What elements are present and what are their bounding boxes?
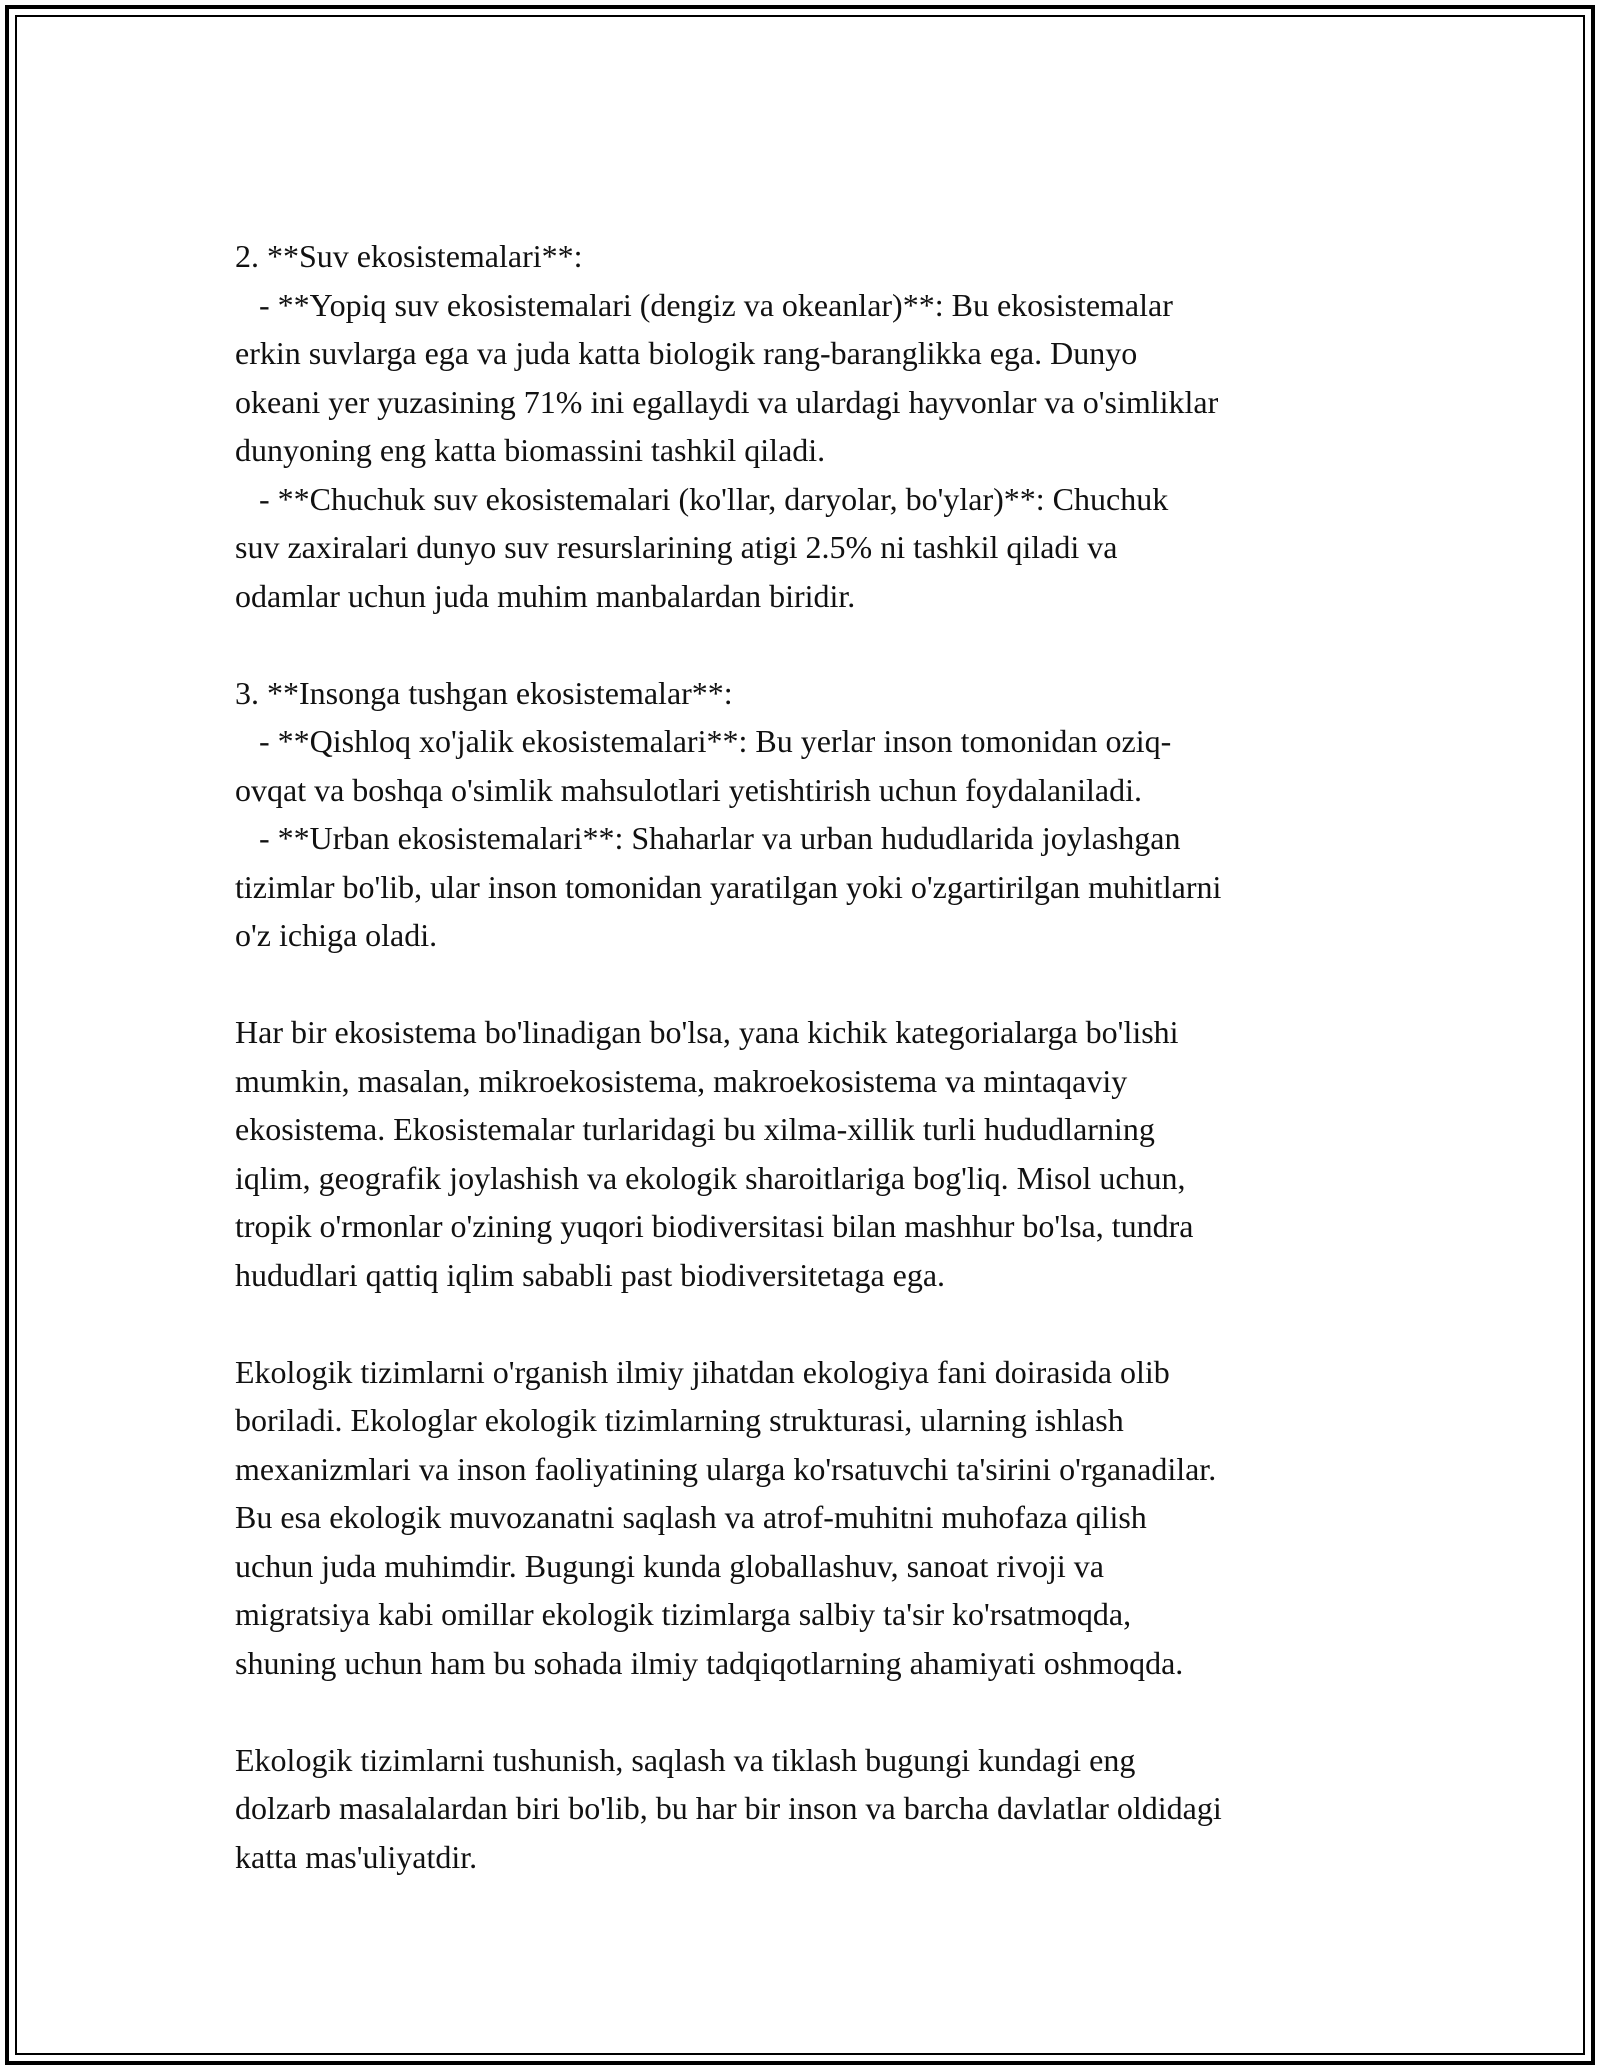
text-line: - **Urban ekosistemalari**: Shaharlar va urban hududlarida joylashgan <box>235 820 1181 856</box>
text-line: - **Chuchuk suv ekosistemalari (ko'llar, daryolar, bo'ylar)**: Chuchuk <box>235 480 1169 517</box>
text-line: Ekologik tizimlarni o'rganish ilmiy jihatdan ekologiya fani doirasida olib <box>235 1353 1170 1390</box>
text-line: erkin suvlarga ega va juda katta biologik rang-baranglikka ega. Dunyo <box>235 335 1138 371</box>
text-line: - **Qishloq xo'jalik ekosistemalari**: Bu yerlar inson tomonidan oziq- <box>235 723 1172 759</box>
text-line: shuning uchun ham bu sohada ilmiy tadqiqotlarning ahamiyati oshmoqda. <box>235 1644 1184 1681</box>
paragraph-gap <box>235 960 1375 1009</box>
text-line: Har bir ekosistema bo'linadigan bo'lsa, yana kichik kategorialarga bo'lishi <box>235 1014 1179 1050</box>
text-line: 3. **Insonga tushgan ekosistemalar**: <box>235 674 733 711</box>
text-line: suv zaxiralari dunyo suv resurslarining atigi 2.5% ni tashkil qiladi va <box>235 529 1118 565</box>
text-line: tropik o'rmonlar o'zining yuqori biodiversitasi bilan mashhur bo'lsa, tundra <box>235 1208 1194 1244</box>
text-line: boriladi. Ekologlar ekologik tizimlarning strukturasi, ularning ishlash <box>235 1402 1124 1438</box>
text-line: mumkin, masalan, mikroekosistema, makroekosistema va mintaqaviy <box>235 1062 1128 1099</box>
text-line: migratsiya kabi omillar ekologik tizimlarga salbiy ta'sir ko'rsatmoqda, <box>235 1596 1132 1632</box>
text-line: katta mas'uliyatdir. <box>235 1838 478 1875</box>
text-line: hududlari qattiq iqlim sababli past biodiversitetaga ega. <box>235 1256 946 1293</box>
paragraph-gap <box>235 1687 1375 1736</box>
document-body <box>235 232 1375 1881</box>
text-line: dunyoning eng katta biomassini tashkil qiladi. <box>235 432 826 468</box>
text-line: o'z ichiga oladi. <box>235 917 438 953</box>
text-line: ekosistema. Ekosistemalar turlaridagi bu xilma-xillik turli hududlarning <box>235 1111 1155 1147</box>
text-line: mexanizmlari va inson faoliyatining ularga ko'rsatuvchi ta'sirini o'rganadilar. <box>235 1450 1217 1487</box>
paragraph-gap <box>235 1299 1375 1348</box>
text-line: Ekologik tizimlarni tushunish, saqlash va tiklash bugungi kundagi eng <box>235 1741 1136 1778</box>
text-line: dolzarb masalalardan biri bo'lib, bu har bir inson va barcha davlatlar oldidagi <box>235 1790 1222 1826</box>
text-line: Bu esa ekologik muvozanatni saqlash va atrof-muhitni muhofaza qilish <box>235 1499 1147 1535</box>
paragraph-gap <box>235 620 1375 669</box>
text-line: 2. **Suv ekosistemalari**: <box>235 238 583 274</box>
text-line: tizimlar bo'lib, ular inson tomonidan yaratilgan yoki o'zgartirilgan muhitlarni <box>235 868 1222 905</box>
text-line: odamlar uchun juda muhim manbalardan biridir. <box>235 577 856 614</box>
text-line: - **Yopiq suv ekosistemalari (dengiz va okeanlar)**: Bu ekosistemalar <box>235 286 1173 323</box>
text-line: okeani yer yuzasining 71% ini egallaydi va ulardagi hayvonlar va o'simliklar <box>235 383 1219 420</box>
text-line: iqlim, geografik joylashish va ekologik sharoitlariga bog'liq. Misol uchun, <box>235 1159 1186 1196</box>
text-line: ovqat va boshqa o'simlik mahsulotlari yetishtirish uchun foydalaniladi. <box>235 771 1142 808</box>
text-line: uchun juda muhimdir. Bugungi kunda globallashuv, sanoat rivoji va <box>235 1547 1104 1584</box>
